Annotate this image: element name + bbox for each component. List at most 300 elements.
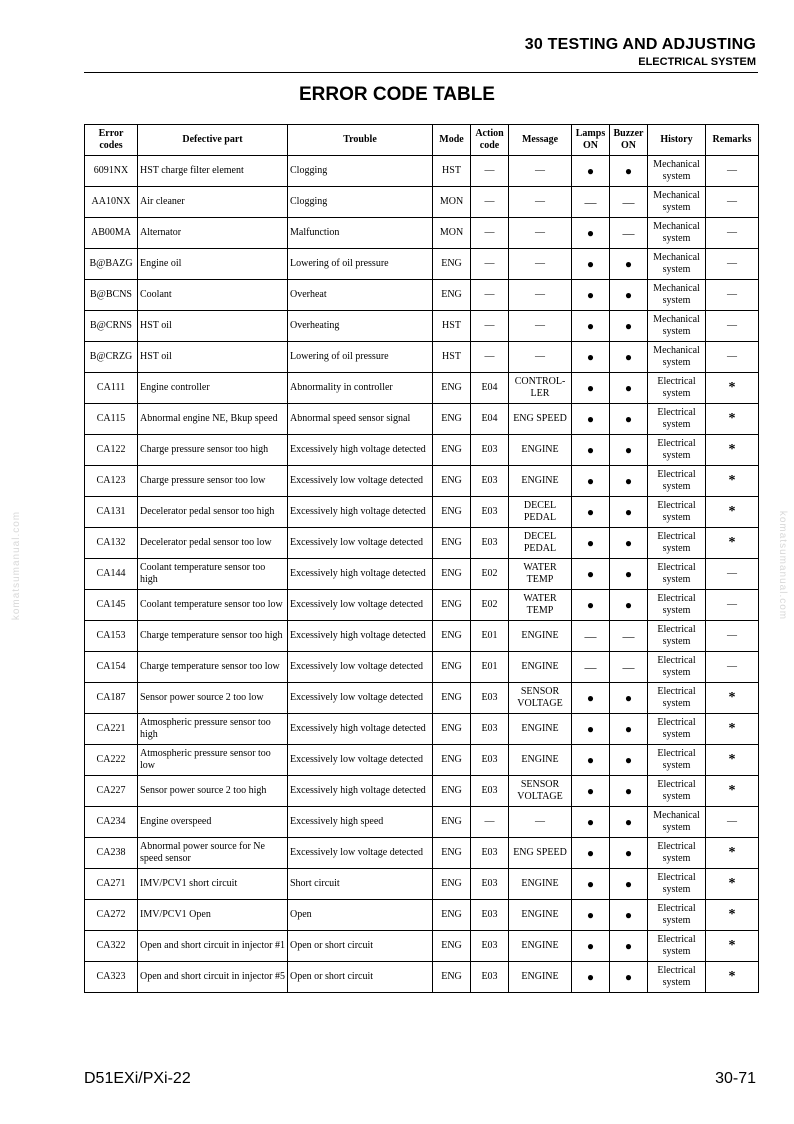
cell-buzzer: ● bbox=[610, 683, 648, 714]
cell-trouble: Clogging bbox=[288, 187, 433, 218]
table-row bbox=[85, 156, 759, 187]
cell-message: ENGINE bbox=[509, 466, 572, 497]
cell-action: E03 bbox=[471, 435, 509, 466]
cell-mode: ENG bbox=[433, 466, 471, 497]
cell-history: Electrical system bbox=[648, 931, 706, 962]
cell-action: E02 bbox=[471, 590, 509, 621]
table-row bbox=[85, 559, 759, 590]
cell-history: Mechanical system bbox=[648, 187, 706, 218]
cell-buzzer: ● bbox=[610, 559, 648, 590]
cell-mode: HST bbox=[433, 156, 471, 187]
cell-lamps: ● bbox=[572, 373, 610, 404]
cell-buzzer: — bbox=[610, 652, 648, 683]
cell-remarks: * bbox=[706, 497, 759, 528]
cell-trouble: Abnormal speed sensor signal bbox=[288, 404, 433, 435]
cell-code: CA132 bbox=[85, 528, 138, 559]
cell-code: CA272 bbox=[85, 900, 138, 931]
table-row bbox=[85, 714, 759, 745]
cell-mode: ENG bbox=[433, 373, 471, 404]
cell-buzzer: — bbox=[610, 218, 648, 249]
cell-lamps: ● bbox=[572, 838, 610, 869]
cell-trouble: Short circuit bbox=[288, 869, 433, 900]
cell-history: Electrical system bbox=[648, 962, 706, 993]
cell-part: Sensor power source 2 too low bbox=[138, 683, 288, 714]
cell-remarks: * bbox=[706, 931, 759, 962]
table-row bbox=[85, 745, 759, 776]
cell-lamps: ● bbox=[572, 528, 610, 559]
cell-action: E04 bbox=[471, 373, 509, 404]
cell-message: DECEL PEDAL bbox=[509, 497, 572, 528]
cell-message: SENSOR VOLTAGE bbox=[509, 776, 572, 807]
cell-lamps: ● bbox=[572, 559, 610, 590]
cell-mode: ENG bbox=[433, 528, 471, 559]
cell-part: HST charge filter element bbox=[138, 156, 288, 187]
cell-part: HST oil bbox=[138, 311, 288, 342]
cell-message: ENGINE bbox=[509, 900, 572, 931]
cell-message: — bbox=[509, 187, 572, 218]
cell-part: Charge temperature sensor too high bbox=[138, 621, 288, 652]
cell-trouble: Excessively low voltage detected bbox=[288, 745, 433, 776]
header-rule bbox=[84, 72, 758, 73]
cell-action: E03 bbox=[471, 683, 509, 714]
cell-lamps: — bbox=[572, 621, 610, 652]
watermark-left: komatsumanual.com bbox=[11, 510, 23, 621]
cell-part: Charge pressure sensor too high bbox=[138, 435, 288, 466]
cell-message: DECEL PEDAL bbox=[509, 528, 572, 559]
cell-mode: ENG bbox=[433, 807, 471, 838]
cell-buzzer: ● bbox=[610, 528, 648, 559]
cell-history: Electrical system bbox=[648, 652, 706, 683]
cell-trouble: Overheat bbox=[288, 280, 433, 311]
cell-history: Mechanical system bbox=[648, 311, 706, 342]
cell-buzzer: ● bbox=[610, 931, 648, 962]
cell-code: CA131 bbox=[85, 497, 138, 528]
cell-lamps: ● bbox=[572, 280, 610, 311]
cell-lamps: ● bbox=[572, 869, 610, 900]
cell-part: Alternator bbox=[138, 218, 288, 249]
cell-action: — bbox=[471, 342, 509, 373]
cell-mode: ENG bbox=[433, 497, 471, 528]
cell-trouble: Excessively high speed bbox=[288, 807, 433, 838]
table-row bbox=[85, 652, 759, 683]
cell-history: Mechanical system bbox=[648, 807, 706, 838]
cell-mode: ENG bbox=[433, 745, 471, 776]
cell-remarks: * bbox=[706, 900, 759, 931]
cell-action: E03 bbox=[471, 466, 509, 497]
cell-mode: ENG bbox=[433, 714, 471, 745]
cell-remarks: — bbox=[706, 652, 759, 683]
cell-lamps: ● bbox=[572, 156, 610, 187]
table-row bbox=[85, 435, 759, 466]
cell-code: CA154 bbox=[85, 652, 138, 683]
cell-remarks: — bbox=[706, 187, 759, 218]
cell-code: CA271 bbox=[85, 869, 138, 900]
col-header-action: Action code bbox=[471, 125, 509, 156]
cell-part: Abnormal engine NE, Bkup speed bbox=[138, 404, 288, 435]
cell-action: E03 bbox=[471, 931, 509, 962]
cell-part: Air cleaner bbox=[138, 187, 288, 218]
cell-part: Abnormal power source for Ne speed sensor bbox=[138, 838, 288, 869]
cell-history: Electrical system bbox=[648, 590, 706, 621]
footer-page-number: 30-71 bbox=[715, 1070, 756, 1087]
cell-buzzer: ● bbox=[610, 435, 648, 466]
cell-lamps: ● bbox=[572, 249, 610, 280]
cell-part: Coolant bbox=[138, 280, 288, 311]
cell-code: CA145 bbox=[85, 590, 138, 621]
cell-buzzer: ● bbox=[610, 776, 648, 807]
cell-message: ENG SPEED bbox=[509, 838, 572, 869]
footer-model: D51EXi/PXi-22 bbox=[84, 1070, 191, 1087]
cell-buzzer: — bbox=[610, 187, 648, 218]
cell-lamps: ● bbox=[572, 714, 610, 745]
cell-history: Electrical system bbox=[648, 900, 706, 931]
cell-lamps: ● bbox=[572, 590, 610, 621]
cell-mode: ENG bbox=[433, 962, 471, 993]
cell-trouble: Excessively low voltage detected bbox=[288, 652, 433, 683]
cell-mode: ENG bbox=[433, 435, 471, 466]
cell-trouble: Excessively high voltage detected bbox=[288, 559, 433, 590]
cell-action: E01 bbox=[471, 652, 509, 683]
watermark-right: komatsumanual.com bbox=[777, 510, 789, 621]
subsection-header: ELECTRICAL SYSTEM bbox=[638, 56, 756, 68]
table-row bbox=[85, 373, 759, 404]
cell-lamps: ● bbox=[572, 745, 610, 776]
cell-mode: ENG bbox=[433, 776, 471, 807]
cell-message: SENSOR VOLTAGE bbox=[509, 683, 572, 714]
cell-mode: ENG bbox=[433, 900, 471, 931]
cell-trouble: Open or short circuit bbox=[288, 931, 433, 962]
table-row bbox=[85, 962, 759, 993]
cell-message: ENGINE bbox=[509, 652, 572, 683]
cell-mode: ENG bbox=[433, 838, 471, 869]
cell-buzzer: ● bbox=[610, 714, 648, 745]
cell-code: CA111 bbox=[85, 373, 138, 404]
cell-action: E03 bbox=[471, 714, 509, 745]
cell-action: — bbox=[471, 280, 509, 311]
cell-message: CONTROL-LER bbox=[509, 373, 572, 404]
col-header-buzzer: Buzzer ON bbox=[610, 125, 648, 156]
cell-code: AB00MA bbox=[85, 218, 138, 249]
table-row bbox=[85, 869, 759, 900]
cell-lamps: — bbox=[572, 187, 610, 218]
col-header-code: Error codes bbox=[85, 125, 138, 156]
cell-action: E03 bbox=[471, 962, 509, 993]
table-row bbox=[85, 187, 759, 218]
cell-lamps: ● bbox=[572, 497, 610, 528]
cell-mode: ENG bbox=[433, 559, 471, 590]
cell-history: Electrical system bbox=[648, 869, 706, 900]
cell-trouble: Excessively high voltage detected bbox=[288, 435, 433, 466]
cell-action: E01 bbox=[471, 621, 509, 652]
cell-action: — bbox=[471, 156, 509, 187]
cell-remarks: — bbox=[706, 342, 759, 373]
cell-code: 6091NX bbox=[85, 156, 138, 187]
cell-message: ENGINE bbox=[509, 435, 572, 466]
cell-remarks: * bbox=[706, 683, 759, 714]
table-row bbox=[85, 404, 759, 435]
section-header: 30 TESTING AND ADJUSTING bbox=[524, 36, 756, 53]
table-row bbox=[85, 466, 759, 497]
cell-remarks: * bbox=[706, 435, 759, 466]
cell-remarks: * bbox=[706, 838, 759, 869]
cell-part: IMV/PCV1 Open bbox=[138, 900, 288, 931]
cell-trouble: Malfunction bbox=[288, 218, 433, 249]
cell-remarks: * bbox=[706, 404, 759, 435]
cell-action: — bbox=[471, 311, 509, 342]
cell-trouble: Excessively low voltage detected bbox=[288, 466, 433, 497]
cell-lamps: ● bbox=[572, 931, 610, 962]
cell-remarks: — bbox=[706, 218, 759, 249]
cell-code: CA221 bbox=[85, 714, 138, 745]
cell-code: CA115 bbox=[85, 404, 138, 435]
cell-history: Electrical system bbox=[648, 559, 706, 590]
cell-mode: ENG bbox=[433, 652, 471, 683]
cell-lamps: — bbox=[572, 652, 610, 683]
col-header-message: Message bbox=[509, 125, 572, 156]
cell-buzzer: ● bbox=[610, 249, 648, 280]
cell-message: ENGINE bbox=[509, 714, 572, 745]
cell-code: CA144 bbox=[85, 559, 138, 590]
cell-action: — bbox=[471, 187, 509, 218]
cell-buzzer: ● bbox=[610, 311, 648, 342]
cell-code: CA227 bbox=[85, 776, 138, 807]
cell-trouble: Excessively low voltage detected bbox=[288, 590, 433, 621]
cell-code: B@BCNS bbox=[85, 280, 138, 311]
cell-action: E04 bbox=[471, 404, 509, 435]
col-header-lamps: Lamps ON bbox=[572, 125, 610, 156]
cell-remarks: * bbox=[706, 528, 759, 559]
cell-remarks: * bbox=[706, 714, 759, 745]
table-body bbox=[85, 156, 759, 993]
cell-remarks: * bbox=[706, 869, 759, 900]
cell-part: Engine oil bbox=[138, 249, 288, 280]
cell-trouble: Excessively high voltage detected bbox=[288, 714, 433, 745]
cell-buzzer: ● bbox=[610, 900, 648, 931]
table-row bbox=[85, 776, 759, 807]
cell-part: HST oil bbox=[138, 342, 288, 373]
cell-mode: MON bbox=[433, 187, 471, 218]
cell-action: E03 bbox=[471, 900, 509, 931]
cell-history: Electrical system bbox=[648, 838, 706, 869]
cell-message: ENGINE bbox=[509, 962, 572, 993]
cell-action: E03 bbox=[471, 776, 509, 807]
cell-part: Open and short circuit in injector #1 bbox=[138, 931, 288, 962]
cell-buzzer: ● bbox=[610, 156, 648, 187]
cell-lamps: ● bbox=[572, 404, 610, 435]
cell-action: E03 bbox=[471, 869, 509, 900]
cell-lamps: ● bbox=[572, 900, 610, 931]
cell-buzzer: ● bbox=[610, 590, 648, 621]
cell-message: — bbox=[509, 156, 572, 187]
cell-message: ENG SPEED bbox=[509, 404, 572, 435]
cell-message: — bbox=[509, 311, 572, 342]
cell-buzzer: ● bbox=[610, 280, 648, 311]
cell-mode: ENG bbox=[433, 404, 471, 435]
cell-part: Open and short circuit in injector #5 bbox=[138, 962, 288, 993]
cell-remarks: — bbox=[706, 621, 759, 652]
cell-message: ENGINE bbox=[509, 869, 572, 900]
cell-mode: HST bbox=[433, 342, 471, 373]
cell-trouble: Excessively high voltage detected bbox=[288, 776, 433, 807]
cell-message: WATER TEMP bbox=[509, 559, 572, 590]
cell-part: Decelerator pedal sensor too low bbox=[138, 528, 288, 559]
col-header-trouble: Trouble bbox=[288, 125, 433, 156]
cell-mode: ENG bbox=[433, 931, 471, 962]
cell-remarks: — bbox=[706, 156, 759, 187]
cell-message: — bbox=[509, 807, 572, 838]
cell-remarks: — bbox=[706, 807, 759, 838]
cell-code: B@CRZG bbox=[85, 342, 138, 373]
cell-mode: ENG bbox=[433, 280, 471, 311]
cell-lamps: ● bbox=[572, 435, 610, 466]
cell-buzzer: ● bbox=[610, 838, 648, 869]
cell-mode: HST bbox=[433, 311, 471, 342]
cell-remarks: * bbox=[706, 466, 759, 497]
cell-history: Electrical system bbox=[648, 466, 706, 497]
table-row bbox=[85, 900, 759, 931]
cell-message: — bbox=[509, 342, 572, 373]
cell-remarks: * bbox=[706, 373, 759, 404]
cell-action: E03 bbox=[471, 497, 509, 528]
cell-trouble: Overheating bbox=[288, 311, 433, 342]
cell-buzzer: ● bbox=[610, 404, 648, 435]
cell-buzzer: ● bbox=[610, 745, 648, 776]
cell-code: CA322 bbox=[85, 931, 138, 962]
cell-remarks: — bbox=[706, 280, 759, 311]
cell-action: E03 bbox=[471, 745, 509, 776]
table-row bbox=[85, 342, 759, 373]
cell-mode: ENG bbox=[433, 249, 471, 280]
cell-code: CA123 bbox=[85, 466, 138, 497]
cell-mode: ENG bbox=[433, 869, 471, 900]
table-row bbox=[85, 497, 759, 528]
cell-code: CA234 bbox=[85, 807, 138, 838]
cell-trouble: Excessively high voltage detected bbox=[288, 621, 433, 652]
cell-action: E03 bbox=[471, 838, 509, 869]
cell-action: — bbox=[471, 249, 509, 280]
cell-history: Electrical system bbox=[648, 621, 706, 652]
cell-history: Electrical system bbox=[648, 683, 706, 714]
cell-mode: ENG bbox=[433, 590, 471, 621]
table-row bbox=[85, 931, 759, 962]
cell-trouble: Lowering of oil pressure bbox=[288, 249, 433, 280]
table-row bbox=[85, 280, 759, 311]
cell-trouble: Open bbox=[288, 900, 433, 931]
table-row bbox=[85, 218, 759, 249]
cell-action: — bbox=[471, 807, 509, 838]
cell-code: CA153 bbox=[85, 621, 138, 652]
cell-history: Electrical system bbox=[648, 745, 706, 776]
cell-message: ENGINE bbox=[509, 745, 572, 776]
cell-remarks: — bbox=[706, 249, 759, 280]
cell-buzzer: ● bbox=[610, 807, 648, 838]
cell-part: IMV/PCV1 short circuit bbox=[138, 869, 288, 900]
cell-trouble: Excessively low voltage detected bbox=[288, 838, 433, 869]
cell-history: Electrical system bbox=[648, 776, 706, 807]
cell-code: B@CRNS bbox=[85, 311, 138, 342]
table-row bbox=[85, 311, 759, 342]
cell-lamps: ● bbox=[572, 218, 610, 249]
table-row bbox=[85, 621, 759, 652]
page-title: ERROR CODE TABLE bbox=[299, 84, 495, 105]
cell-history: Electrical system bbox=[648, 404, 706, 435]
cell-message: — bbox=[509, 280, 572, 311]
cell-buzzer: ● bbox=[610, 869, 648, 900]
cell-lamps: ● bbox=[572, 311, 610, 342]
cell-trouble: Excessively high voltage detected bbox=[288, 497, 433, 528]
cell-mode: ENG bbox=[433, 621, 471, 652]
cell-history: Mechanical system bbox=[648, 280, 706, 311]
cell-mode: MON bbox=[433, 218, 471, 249]
cell-part: Atmospheric pressure sensor too low bbox=[138, 745, 288, 776]
cell-part: Coolant temperature sensor too high bbox=[138, 559, 288, 590]
cell-trouble: Excessively low voltage detected bbox=[288, 528, 433, 559]
cell-lamps: ● bbox=[572, 342, 610, 373]
cell-buzzer: ● bbox=[610, 342, 648, 373]
cell-part: Engine controller bbox=[138, 373, 288, 404]
cell-history: Electrical system bbox=[648, 528, 706, 559]
table-row bbox=[85, 590, 759, 621]
cell-part: Sensor power source 2 too high bbox=[138, 776, 288, 807]
cell-history: Electrical system bbox=[648, 435, 706, 466]
table-row bbox=[85, 683, 759, 714]
cell-code: B@BAZG bbox=[85, 249, 138, 280]
cell-message: WATER TEMP bbox=[509, 590, 572, 621]
cell-code: CA187 bbox=[85, 683, 138, 714]
cell-remarks: * bbox=[706, 745, 759, 776]
table-row bbox=[85, 838, 759, 869]
cell-history: Mechanical system bbox=[648, 156, 706, 187]
col-header-mode: Mode bbox=[433, 125, 471, 156]
cell-history: Mechanical system bbox=[648, 342, 706, 373]
col-header-history: History bbox=[648, 125, 706, 156]
cell-remarks: — bbox=[706, 559, 759, 590]
cell-action: — bbox=[471, 218, 509, 249]
table-row bbox=[85, 249, 759, 280]
cell-lamps: ● bbox=[572, 776, 610, 807]
cell-lamps: ● bbox=[572, 466, 610, 497]
cell-part: Engine overspeed bbox=[138, 807, 288, 838]
cell-trouble: Clogging bbox=[288, 156, 433, 187]
cell-remarks: * bbox=[706, 962, 759, 993]
cell-buzzer: — bbox=[610, 621, 648, 652]
cell-trouble: Open or short circuit bbox=[288, 962, 433, 993]
table-row bbox=[85, 807, 759, 838]
cell-part: Atmospheric pressure sensor too high bbox=[138, 714, 288, 745]
cell-trouble: Lowering of oil pressure bbox=[288, 342, 433, 373]
cell-action: E03 bbox=[471, 528, 509, 559]
cell-message: — bbox=[509, 218, 572, 249]
cell-trouble: Excessively low voltage detected bbox=[288, 683, 433, 714]
cell-part: Coolant temperature sensor too low bbox=[138, 590, 288, 621]
cell-code: AA10NX bbox=[85, 187, 138, 218]
cell-history: Electrical system bbox=[648, 373, 706, 404]
table-row bbox=[85, 528, 759, 559]
cell-remarks: — bbox=[706, 590, 759, 621]
cell-message: ENGINE bbox=[509, 931, 572, 962]
cell-code: CA222 bbox=[85, 745, 138, 776]
cell-buzzer: ● bbox=[610, 962, 648, 993]
cell-history: Electrical system bbox=[648, 497, 706, 528]
cell-part: Charge pressure sensor too low bbox=[138, 466, 288, 497]
cell-code: CA238 bbox=[85, 838, 138, 869]
cell-history: Mechanical system bbox=[648, 249, 706, 280]
cell-trouble: Abnormality in controller bbox=[288, 373, 433, 404]
cell-history: Electrical system bbox=[648, 714, 706, 745]
cell-buzzer: ● bbox=[610, 497, 648, 528]
cell-remarks: — bbox=[706, 311, 759, 342]
cell-remarks: * bbox=[706, 776, 759, 807]
